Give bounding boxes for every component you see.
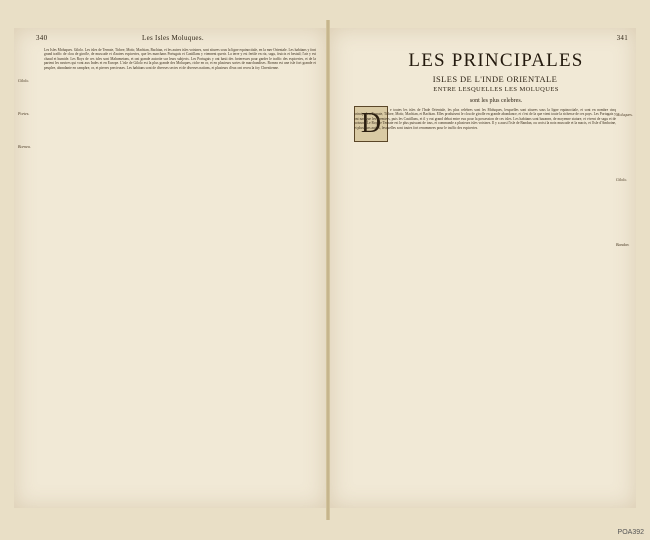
margin-note: Gilolo. — [18, 78, 30, 83]
margin-note: Bornea. — [18, 144, 31, 149]
left-body-text: Les Isles Moluques. Gilolo. Les isles de Ternate, Tidore, Motir, Machian, Bachian, et les autres isles voisines, sont situees sous la ligne equinoctiale, en la mer Orientale. Les habitans y font grand traffic de clou de girofle, de muscade et d'autres espiceries, que les marchans Portugais et Castillans y viennent querir. La terre y est fertile en riz, sagu, fruicts et bestail; l'air y est chaud et humide. Les Roys de ces isles sont Mahometans, et ont grande autorite sur leurs subjects. Les Portugais y ont basti des forteresses pour garder le traffic des espiceries, et de la partent les navires qui vont aux Indes et en Europe. L'isle de Gilolo est la plus grande des Moluques, riche en or, et en plusieurs sortes de marchandises. Bornea est une isle fort grande et peuplee, abondante en camphre, or, et pierres precieuses. Les habitans sont de diverses sectes et de diverses nations, et plusieurs d'eux ont receu la foy Chrestienne. — [44, 48, 316, 70]
right-body-text: e toutes les isles de l'Inde Orientale, les plus celebres sont les Moluques, lesquelles sont situees sous la ligne equinoctiale, et sont en nombre cinq principales, Ternate, Tidore, Motir, Machian, et Bachian. Elles produisent le clou de girofle en grande abondance, et c'est de la que vient toute la richesse de ces pays. Les Portugais y ont navigue les premiers, puis les Castillans, et il y eut grand debat entre eux pour la possession de ces isles. Les habitans sont bazanez, de moyenne stature, et vivent de sagu et de poisson. Le Roy de Ternate est le plus puissant de tous, et commande a plusieurs isles voisines. Il y a aussi l'isle de Bandan, ou croist la noix muscade et la macis, et l'isle d'Amboine, et plusieurs autres, lesquelles sont toutes fort renommees pour le traffic des espiceries. — [354, 108, 616, 130]
initial-letter: D — [360, 108, 382, 139]
left-running-title: Les Isles Moluques. — [142, 34, 204, 42]
left-page — [14, 28, 326, 508]
page-title: LES PRINCIPALES — [408, 50, 584, 71]
margin-note: Gilolo. — [616, 177, 628, 182]
page-subtitle: ISLES DE L'INDE ORIENTALE — [432, 74, 558, 84]
left-margin-notes — [18, 78, 44, 177]
margin-note: Bandan. — [616, 242, 630, 247]
margin-note: Portes. — [18, 111, 30, 116]
right-page — [330, 28, 636, 508]
page-subtitle-2: ENTRE LESQUELLES LES MOLUQUES — [433, 86, 559, 93]
right-margin-notes — [616, 112, 638, 307]
left-folio: 340 — [36, 34, 48, 42]
stock-number: POA392 — [617, 529, 644, 536]
right-folio: 341 — [616, 34, 628, 42]
page-subtitle-3: sont les plus celebres. — [469, 98, 523, 104]
margin-note: Moluques. — [616, 112, 633, 117]
